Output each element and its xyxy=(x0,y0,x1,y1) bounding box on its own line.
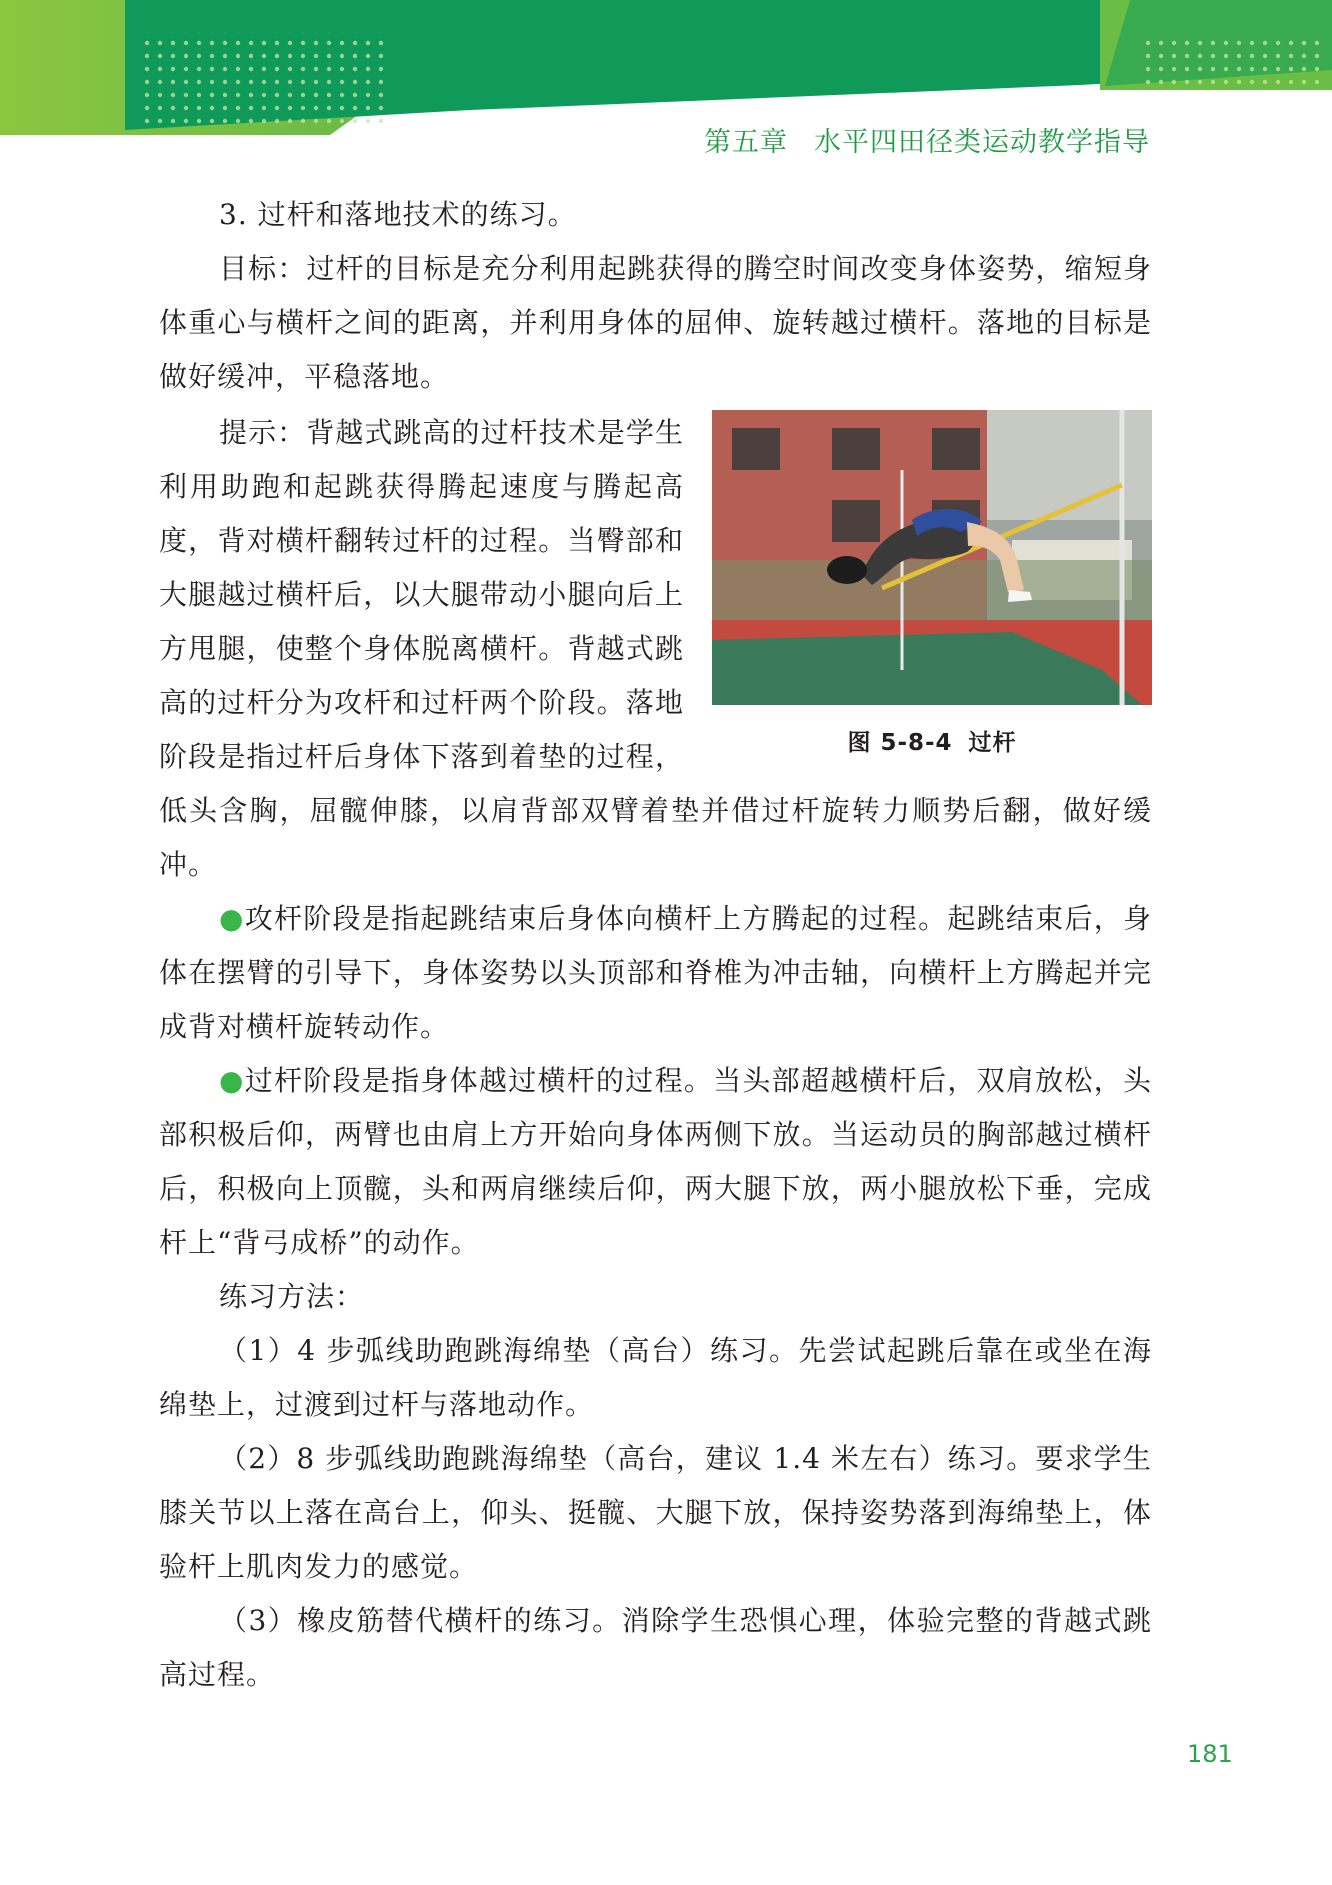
figure-number: 图 5-8-4 xyxy=(847,730,953,756)
goal-paragraph: 目标：过杆的目标是充分利用起跳获得的腾空时间改变身体姿势，缩短身体重心与横杆之间的距离，并利用身体的屈伸、旋转越过横杆。落地的目标是做好缓冲，平稳落地。 xyxy=(159,252,1152,393)
figure-title: 过杆 xyxy=(968,730,1017,756)
header-banner xyxy=(0,0,1332,135)
bullet-icon: ● xyxy=(219,1064,245,1097)
practice-item: （1）4 步弧线助跑跳海绵垫（高台）练习。先尝试起跳后靠在或坐在海绵垫上，过渡到过杆与落地动作。 xyxy=(159,1334,1152,1421)
practice-item: （2）8 步弧线助跑跳海绵垫（高台，建议 1.4 米左右）练习。要求学生膝关节以上落在高台上，仰头、挺髋、大腿下放，保持姿势落到海绵垫上，体验杆上肌肉发力的感觉。 xyxy=(159,1442,1152,1583)
bullet-item xyxy=(159,892,1152,1054)
practice-title: 练习方法： xyxy=(219,1280,365,1313)
figure xyxy=(712,410,1152,761)
tip-paragraph: 提示：背越式跳高的过杆技术是学生利用助跑和起跳获得腾起速度与腾起高度，背对横杆翻转过杆的过程。当臀部和大腿越过横杆后，以大腿带动小腿向后上方甩腿，使整个身体脱离横杆。背越式跳高的过杆分为攻杆和过杆两个阶段。落地阶段是指过杆后身体下落到着垫的过程，低头含胸，屈髋伸膝，以肩背部双臂着垫并借过杆旋转力顺势后翻，做好缓冲。 xyxy=(159,416,1152,881)
figure-caption xyxy=(712,725,1152,761)
chapter-header xyxy=(704,120,1150,159)
page-number: 181 xyxy=(1187,1740,1233,1768)
main-content xyxy=(159,188,1152,1702)
chapter-number: 第五章 xyxy=(704,127,788,158)
section-title: 3. 过杆和落地技术的练习。 xyxy=(219,198,577,231)
practice-item: （3）橡皮筋替代横杆的练习。消除学生恐惧心理，体验完整的背越式跳高过程。 xyxy=(159,1604,1152,1691)
chapter-title: 水平四田径类运动教学指导 xyxy=(814,127,1150,158)
bullet-text: 过杆阶段是指身体越过横杆的过程。当头部超越横杆后，双肩放松，头部积极后仰，两臂也由肩上方开始向身体两侧下放。当运动员的胸部越过横杆后，积极向上顶髋，头和两肩继续后仰，两大腿下放，两小腿放松下垂，完成杆上“背弓成桥”的动作。 xyxy=(159,1064,1152,1259)
bullet-icon: ● xyxy=(219,902,245,935)
bullet-text: 攻杆阶段是指起跳结束后身体向横杆上方腾起的过程。起跳结束后，身体在摆臂的引导下，身体姿势以头顶部和脊椎为冲击轴，向横杆上方腾起并完成背对横杆旋转动作。 xyxy=(159,902,1152,1043)
bullet-item xyxy=(159,1054,1152,1270)
high-jump-photo xyxy=(712,410,1152,705)
